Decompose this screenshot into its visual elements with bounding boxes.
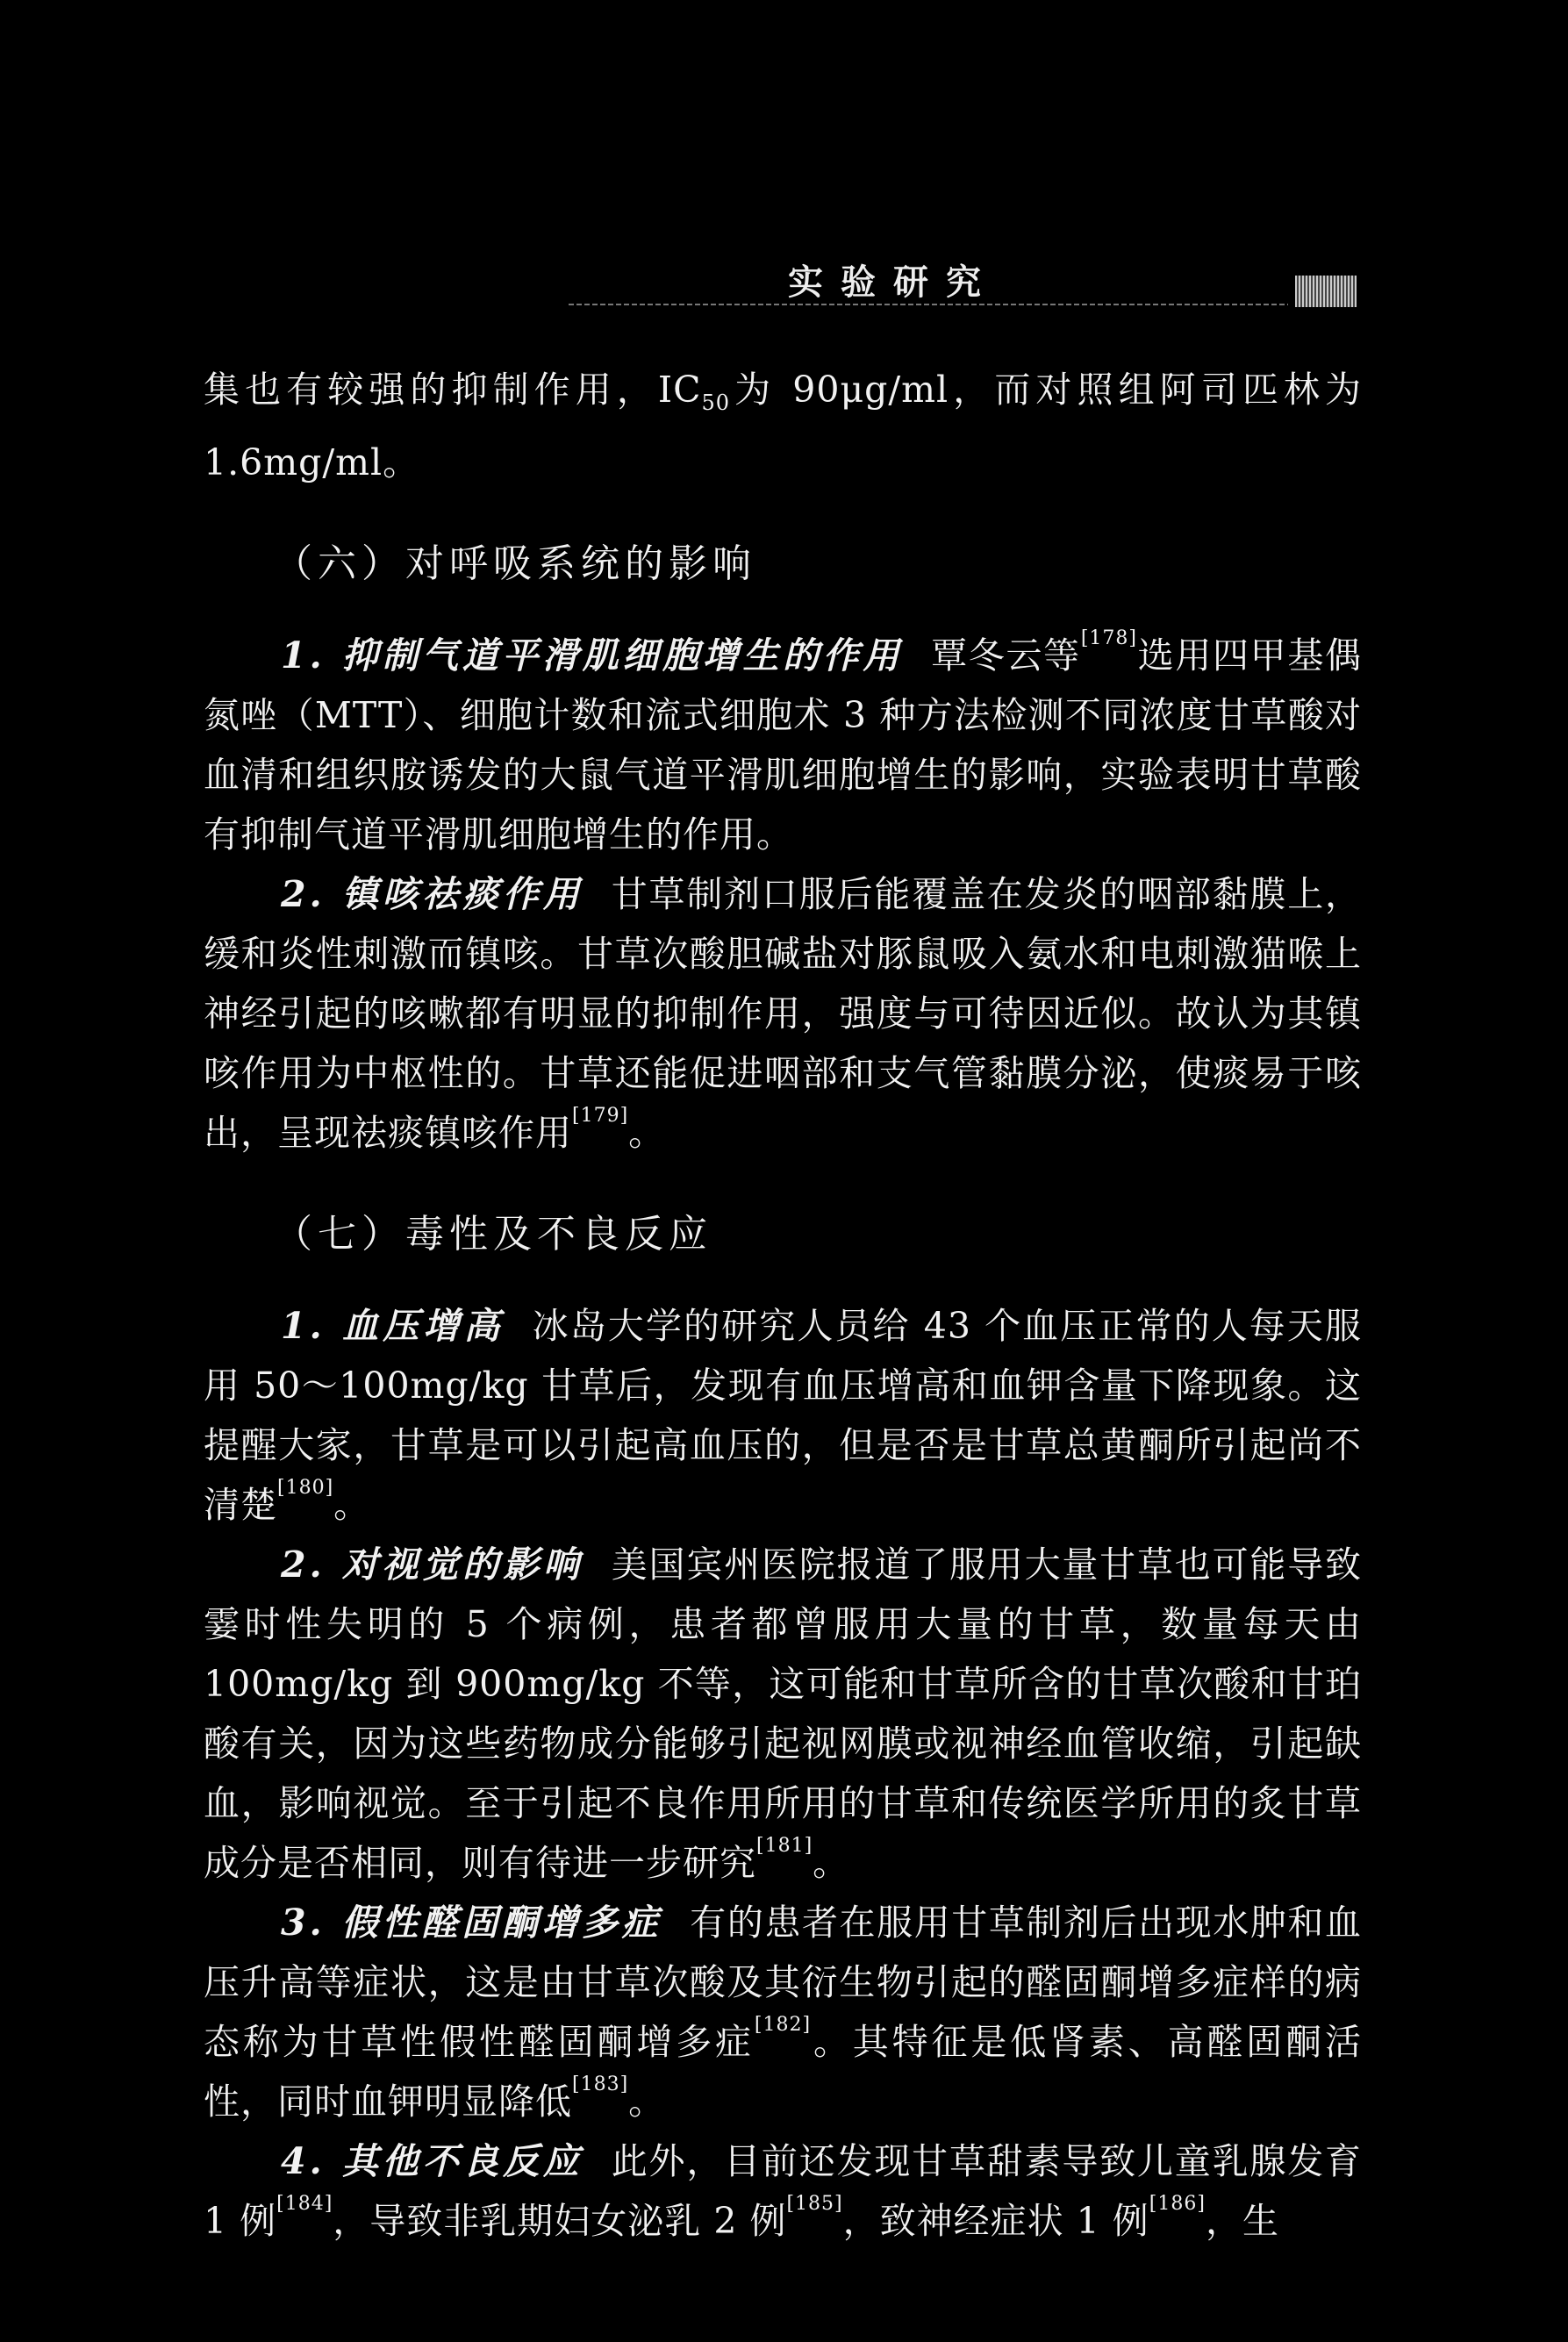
text: 为 90μg/ml，而对照组阿司匹林为 1.6mg/ml。 — [204, 369, 1362, 484]
citation: [184] — [276, 2193, 333, 2216]
text: 美国宾州医院报道了服用大量甘草也可能导致霎时性失明的 5 个病例，患者都曾服用大量的甘草，数量每天由 100mg/kg 到 900mg/kg 不等，这可能和甘草所含的甘草次酸和甘珀酸有关，因为这些药物成分能够引起视网膜或视神经血管收缩，引起缺血，影响视觉。至于引起不良作用所用的甘草和传统医学所用的炙甘草成分是否相同，则有待进一步研究 — [204, 1543, 1363, 1885]
section-heading-6: （六）对呼吸系统的影响 — [274, 541, 756, 587]
subheading-term: 1. 血压增高 — [281, 1305, 505, 1348]
header-rule — [569, 304, 1288, 305]
paragraph-7-3 — [204, 1893, 1362, 2131]
citation: [186] — [1149, 2193, 1206, 2216]
running-header — [569, 254, 1358, 316]
page-body — [204, 360, 1362, 2251]
text: ，生 — [1205, 2200, 1279, 2243]
paragraph-7-1 — [204, 1296, 1362, 1535]
paragraph-continuation — [204, 360, 1362, 492]
text: ，导致非乳期妇女泌乳 2 例 — [333, 2200, 787, 2243]
text: ，致神经症状 1 例 — [842, 2200, 1149, 2243]
paragraph-6-1 — [204, 626, 1362, 864]
text: 。 — [628, 2081, 666, 2124]
paragraph-7-2 — [204, 1535, 1362, 1893]
subscript: 50 — [701, 390, 731, 416]
text: 选用四甲基偶氮唑（MTT）、细胞计数和流式细胞术 3 种方法检测不同浓度甘草酸对血清和组织胺诱发的大鼠气道平滑肌细胞增生的影响，实验表明甘草酸有抑制气道平滑肌细胞增生的作用。 — [204, 634, 1363, 856]
text: 。其特征是低肾素、高醛固酮活性，同时血钾明显降低 — [204, 2021, 1363, 2124]
text: 冰岛大学的研究人员给 43 个血压正常的人每天服用 50～100mg/kg 甘草后，发现有血压增高和血钾含量下降现象。这提醒大家，甘草是可以引起高血压的，但是否是甘草总黄酮所引起尚不清楚 — [204, 1305, 1362, 1527]
text: 。 — [628, 1112, 666, 1155]
citation: [178] — [1080, 627, 1137, 650]
running-header-title: 实验研究 — [788, 261, 999, 303]
subheading-term: 1. 抑制气道平滑肌细胞增生的作用 — [281, 634, 904, 677]
paragraph-6-2 — [204, 864, 1362, 1163]
header-ornament — [1295, 276, 1357, 307]
subheading-term: 4. 其他不良反应 — [281, 2140, 584, 2183]
citation: [181] — [756, 1835, 813, 1858]
subheading-term: 2. 镇咳祛痰作用 — [281, 873, 584, 916]
paragraph-7-4 — [204, 2131, 1362, 2251]
text: 覃冬云等 — [931, 634, 1081, 677]
citation: [179] — [572, 1105, 629, 1128]
subheading-term: 2. 对视觉的影响 — [281, 1543, 584, 1586]
text: 。 — [333, 1484, 371, 1527]
text: 有的患者在服用甘草制剂后出现水肿和血压升高等症状，这是由甘草次酸及其衍生物引起的醛固酮增多症样的病态称为甘草性假性醛固酮增多症 — [204, 1902, 1363, 2064]
text: 甘草制剂口服后能覆盖在发炎的咽部黏膜上，缓和炎性刺激而镇咳。甘草次酸胆碱盐对豚鼠吸入氨水和电刺激猫喉上神经引起的咳嗽都有明显的抑制作用，强度与可待因近似。故认为其镇咳作用为中枢性的。甘草还能促进咽部和支气管黏膜分泌，使痰易于咳出，呈现祛痰镇咳作用 — [204, 873, 1363, 1155]
section-heading-7: （七）毒性及不良反应 — [274, 1212, 712, 1257]
citation: [185] — [786, 2193, 843, 2216]
citation: [180] — [277, 1477, 334, 1500]
citation: [183] — [572, 2073, 629, 2096]
text: 此外，目前还发现甘草甜素导致儿童乳腺发育 1 例 — [204, 2140, 1363, 2243]
citation: [182] — [754, 2014, 812, 2037]
text: 。 — [813, 1842, 850, 1885]
subheading-term: 3. 假性醛固酮增多症 — [281, 1902, 662, 1945]
text: 集也有较强的抑制作用，IC — [204, 369, 702, 411]
